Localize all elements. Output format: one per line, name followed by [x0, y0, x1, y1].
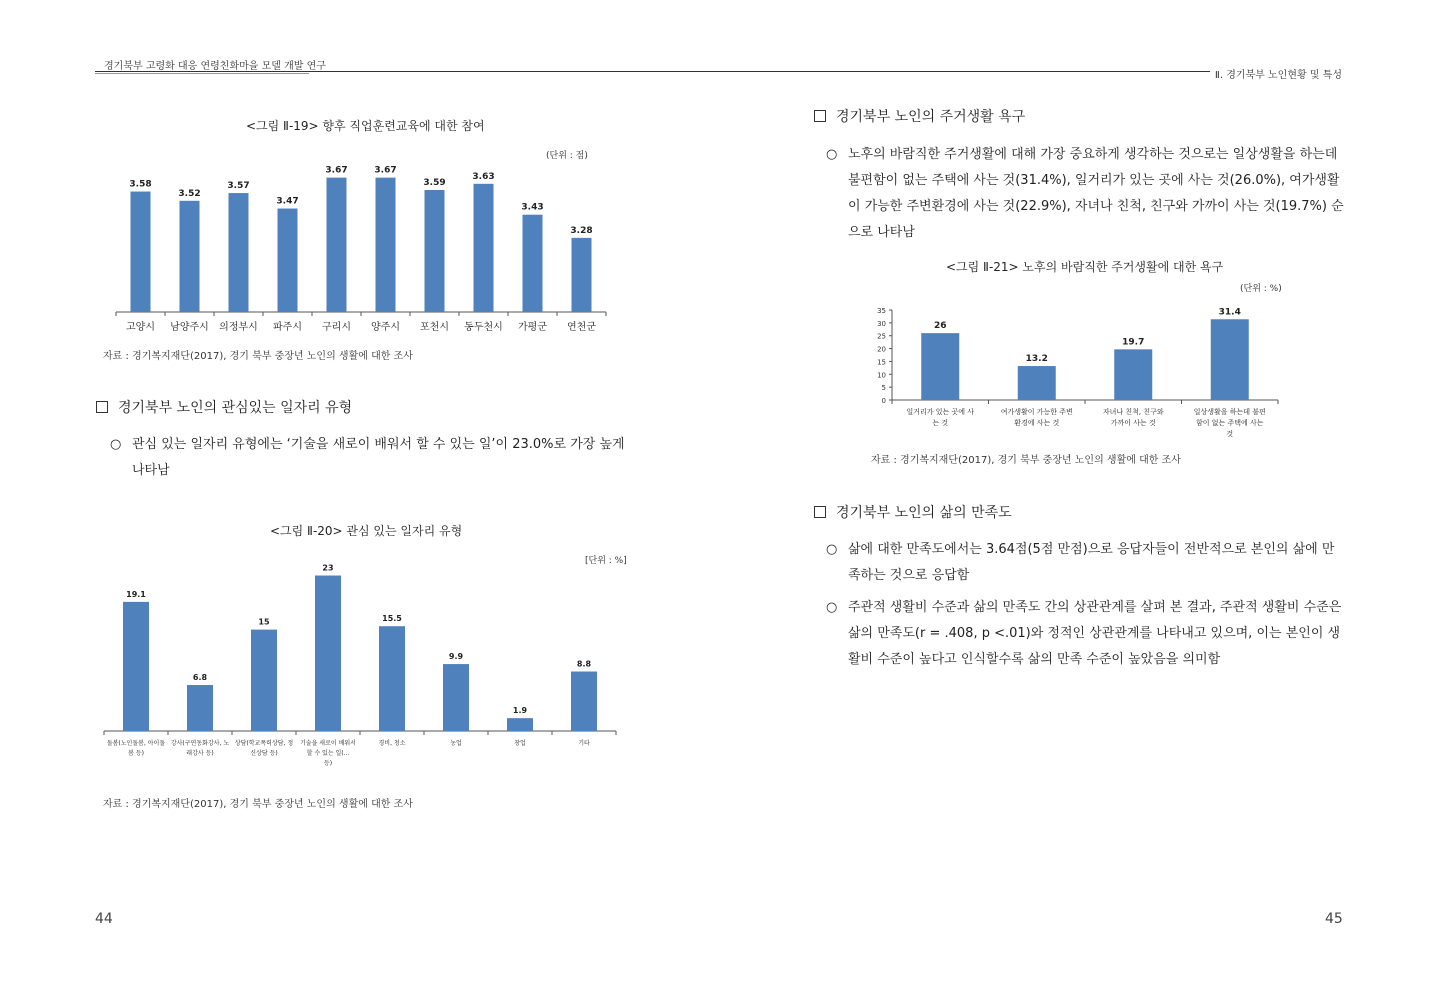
data-label: 6.8 [192, 673, 208, 683]
running-header-left: 경기북부 고령화 대응 연령친화마을 모델 개발 연구 [104, 61, 326, 72]
data-label: 31.4 [1218, 307, 1241, 318]
x-tick-label: 신상담 등) [250, 750, 278, 757]
y-tick-label: 25 [877, 332, 886, 341]
x-tick-label: 기술을 새로이 배워서 [300, 740, 356, 747]
bar [507, 718, 533, 731]
data-label: 19.1 [126, 589, 146, 599]
x-tick-label: 포천시 [420, 322, 449, 333]
paragraph-text: 삶에 대한 만족도에서는 3.64점(5점 만점)으로 응답자들이 전반적으로 본인의 삶에 만족하는 것으로 응답함 [848, 542, 1335, 583]
bar [474, 184, 494, 312]
bar [921, 333, 959, 400]
data-label: 3.63 [472, 171, 495, 182]
figure-21-title: <그림 Ⅱ-21> 노후의 바람직한 주거생활에 대한 욕구 [946, 260, 1224, 274]
page-number-right: 45 [1325, 911, 1343, 927]
x-tick-label: 경비, 청소 [378, 740, 406, 747]
bar [1114, 349, 1152, 400]
section-box-icon [814, 110, 826, 122]
figure-21-unit: (단위 : %) [1240, 284, 1282, 294]
section-box-icon [96, 401, 108, 413]
section-title: 경기북부 노인의 관심있는 일자리 유형 [118, 400, 353, 416]
satisfaction-paragraph-2 [826, 595, 1344, 673]
data-label: 3.59 [423, 177, 446, 188]
bar [379, 626, 405, 731]
figure-20-unit: [단위 : %] [585, 556, 627, 566]
x-tick-label: 는 것 [932, 419, 949, 427]
x-tick-label: 함이 없는 주택에 사는 [1195, 419, 1264, 427]
figure-20-source: 자료 : 경기복지재단(2017), 경기 북부 중장년 노인의 생활에 대한 조사 [103, 799, 413, 810]
bullet-circle-icon: ○ [826, 147, 838, 162]
bar [123, 602, 149, 731]
y-tick-label: 15 [877, 358, 886, 367]
page-number-left: 44 [95, 911, 113, 927]
y-tick-label: 0 [881, 397, 886, 405]
bullet-circle-icon: ○ [110, 437, 122, 452]
x-tick-label: 할 수 있는 일(... [306, 750, 350, 757]
x-tick-label: 고양시 [126, 322, 155, 333]
bar [278, 209, 298, 312]
x-tick-label: 남양주시 [170, 322, 209, 333]
x-tick-label: 강사(구연동화강사, 노 [170, 740, 230, 747]
x-tick-label: 가평군 [518, 322, 547, 333]
data-label: 3.67 [374, 165, 397, 176]
x-tick-label: 의정부시 [219, 322, 258, 333]
bullet-circle-icon: ○ [826, 600, 838, 615]
header-rule-accent [95, 73, 309, 74]
data-label: 3.57 [227, 181, 250, 192]
x-tick-label: 여가생활이 가능한 주변 [1000, 408, 1073, 416]
data-label: 26 [933, 321, 947, 332]
data-label: 3.58 [129, 179, 152, 190]
y-tick-label: 20 [877, 345, 886, 354]
section-satisfaction-heading [814, 502, 1012, 522]
figure-20-chart [100, 548, 620, 793]
bar [180, 201, 200, 312]
paragraph-text: 주관적 생활비 수준과 삶의 만족도 간의 상관관계를 살펴 본 결과, 주관적 생활비 수준은 삶의 만족도(r = .408, p <.01)와 정적인 상관관계를 나타내고 있으며, 이는 본인이 생활비 수준이 높다고 인식할수록 삶의 만족 수준이 높았음을 의미함 [848, 600, 1342, 667]
x-tick-label: 상담(학교폭력상담, 정 [234, 740, 294, 747]
section-box-icon [814, 506, 826, 518]
bar [187, 685, 213, 731]
x-tick-label: 농업 [450, 740, 462, 747]
x-tick-label: 가까이 사는 것 [1110, 419, 1156, 427]
data-label: 3.52 [178, 188, 201, 199]
y-tick-label: 35 [877, 307, 886, 315]
bar [572, 238, 592, 312]
x-tick-label: 래강사 등) [186, 750, 214, 757]
paragraph-text: 노후의 바람직한 주거생활에 대해 가장 중요하게 생각하는 것으로는 일상생활을 하는데 불편함이 없는 주택에 사는 것(31.4%), 일거리가 있는 곳에 사는 것(26.0%), 여가생활이 가능한 주변환경에 사는 것(22.9%), 자녀나 친척, 친구와 가까이 사는 것(19.7%) 순으로 나타남 [848, 147, 1344, 240]
figure-19-chart [100, 155, 620, 340]
section-title: 경기북부 노인의 주거생활 욕구 [836, 109, 1026, 125]
x-tick-label: 자녀나 친척, 친구와 [1102, 408, 1164, 416]
y-tick-label: 30 [877, 319, 886, 328]
figure-19-title: <그림 Ⅱ-19> 향후 직업훈련교육에 대한 참여 [246, 119, 485, 133]
data-label: 8.8 [576, 659, 592, 669]
bullet-circle-icon: ○ [826, 542, 838, 557]
x-tick-label: 일거리가 있는 곳에 사 [906, 408, 975, 416]
bar [523, 215, 543, 312]
section-housing-heading [814, 106, 1025, 126]
data-label: 3.28 [570, 225, 593, 236]
data-label: 15.5 [382, 614, 402, 624]
x-tick-label: 것 [1226, 430, 1234, 438]
figure-19-source: 자료 : 경기복지재단(2017), 경기 북부 중장년 노인의 생활에 대한 조사 [103, 351, 413, 362]
paragraph-text: 관심 있는 일자리 유형에는 ‘기술을 새로이 배워서 할 수 있는 일’이 23.0%로 가장 높게 나타남 [132, 437, 625, 478]
figure-19-unit: (단위 : 점) [546, 151, 588, 161]
x-tick-label: 창업 [514, 740, 526, 747]
y-tick-label: 10 [877, 371, 886, 380]
x-tick-label: 파주시 [273, 322, 302, 333]
section-job-type-heading [96, 397, 352, 417]
bar [443, 664, 469, 731]
bar [131, 192, 151, 312]
x-tick-label: 구리시 [322, 322, 351, 333]
x-tick-label: 등) [323, 760, 333, 767]
x-tick-label: 환경에 사는 것 [1014, 419, 1060, 427]
x-tick-label: 일상생활을 하는데 불편 [1193, 408, 1266, 416]
housing-paragraph [826, 142, 1344, 246]
bar [1018, 366, 1056, 400]
bar [376, 178, 396, 312]
satisfaction-paragraph-1 [826, 537, 1344, 589]
data-label: 19.7 [1122, 337, 1145, 348]
data-label: 3.43 [521, 202, 544, 213]
bar [327, 178, 347, 312]
job-type-paragraph [110, 432, 630, 484]
section-title: 경기북부 노인의 삶의 만족도 [836, 505, 1012, 521]
x-tick-label: 돌봄(노인돌봄, 아이돌 [106, 740, 166, 747]
y-tick-label: 5 [881, 384, 886, 393]
bar [229, 193, 249, 312]
data-label: 13.2 [1025, 354, 1048, 365]
running-header-right: Ⅱ. 경기북부 노인현황 및 특성 [1214, 70, 1342, 81]
data-label: 1.9 [512, 706, 528, 716]
figure-20-title: <그림 Ⅱ-20> 관심 있는 일자리 유형 [270, 524, 463, 538]
figure-21-chart [870, 290, 1290, 450]
bar [1211, 319, 1249, 400]
bar [251, 630, 277, 731]
x-tick-label: 양주시 [371, 322, 400, 333]
x-tick-label: 기타 [578, 740, 590, 747]
data-label: 9.9 [448, 652, 464, 662]
data-label: 3.67 [325, 165, 348, 176]
data-label: 23 [322, 563, 334, 573]
data-label: 15 [258, 617, 270, 627]
bar [571, 672, 597, 731]
x-tick-label: 연천군 [567, 322, 596, 333]
bar [425, 190, 445, 312]
figure-21-source: 자료 : 경기복지재단(2017), 경기 북부 중장년 노인의 생활에 대한 조사 [871, 455, 1181, 466]
header-rule [95, 71, 1210, 72]
data-label: 3.47 [276, 196, 299, 207]
x-tick-label: 봄 등) [128, 750, 144, 757]
bar [315, 576, 341, 731]
x-tick-label: 동두천시 [464, 322, 503, 333]
